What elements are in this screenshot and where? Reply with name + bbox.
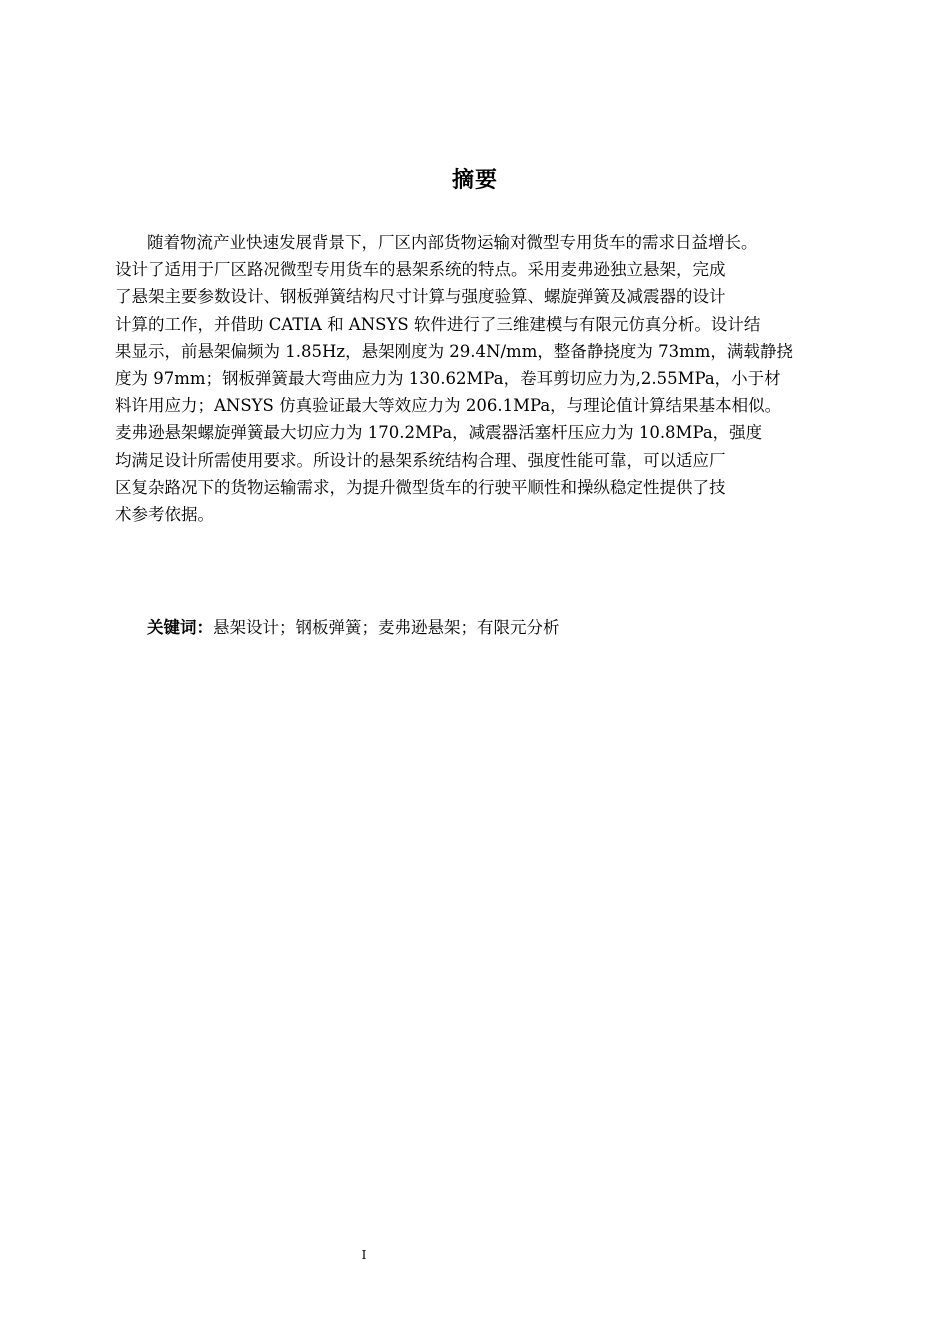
- keywords-text: 悬架设计；钢板弹簧；麦弗逊悬架；有限元分析: [213, 618, 560, 637]
- abstract-line: 了悬架主要参数设计、钢板弹簧结构尺寸计算与强度验算、螺旋弹簧及减震器的设计: [115, 287, 726, 307]
- page-number: I: [361, 1248, 367, 1262]
- abstract-line: 麦弗逊悬架螺旋弹簧最大切应力为 170.2MPa，减震器活塞杆压应力为 10.8MPa，强度: [115, 423, 763, 443]
- keywords-label: 关键词：: [147, 618, 213, 637]
- abstract-title: 摘要: [451, 168, 498, 193]
- abstract-line: 果显示，前悬架偏频为 1.85Hz，悬架刚度为 29.4N/mm，整备静挠度为 73mm，满载静挠: [115, 341, 793, 361]
- abstract-body: [115, 229, 843, 528]
- abstract-line: 均满足设计所需使用要求。所设计的悬架系统结构合理、强度性能可靠，可以适应厂: [115, 450, 726, 470]
- abstract-line: 设计了适用于厂区路况微型专用货车的悬架系统的特点。采用麦弗逊独立悬架，完成: [115, 260, 726, 280]
- abstract-line: 度为 97mm；钢板弹簧最大弯曲应力为 130.62MPa，卷耳剪切应力为,2.55MPa，小于材: [115, 368, 781, 388]
- abstract-line: 计算的工作，并借助 CATIA 和 ANSYS 软件进行了三维建模与有限元仿真分析。设计结: [115, 314, 761, 334]
- abstract-line: 随着物流产业快速发展背景下，厂区内部货物运输对微型专用货车的需求日益增长。: [147, 233, 758, 252]
- keywords-line: [147, 614, 560, 641]
- abstract-line: 区复杂路况下的货物运输需求，为提升微型货车的行驶平顺性和操纵稳定性提供了技: [115, 477, 726, 497]
- abstract-line: 料许用应力；ANSYS 仿真验证最大等效应力为 206.1MPa，与理论值计算结果基本相似。: [115, 396, 782, 416]
- abstract-line: 术参考依据。: [115, 504, 214, 524]
